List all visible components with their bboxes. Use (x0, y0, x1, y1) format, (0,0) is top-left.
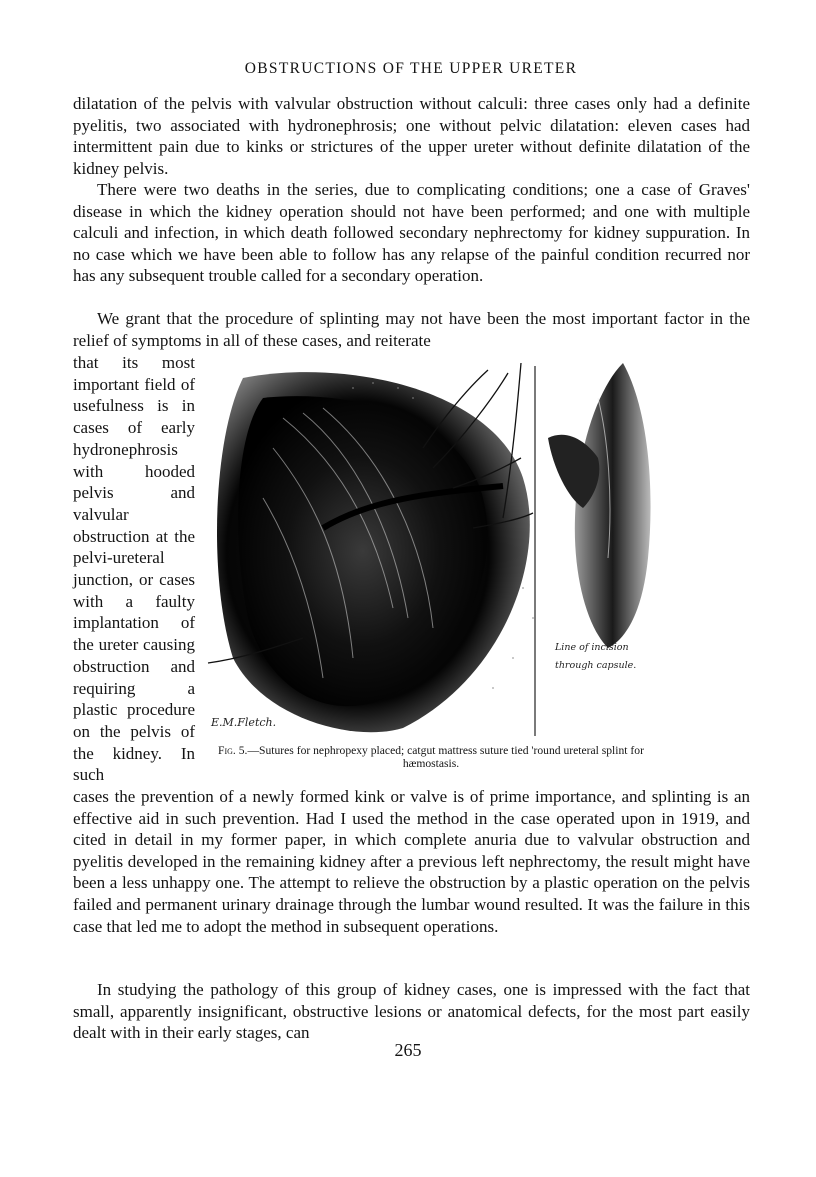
paragraph-2: There were two deaths in the series, due to complicating conditions; one a case of Graves' disease in which the kidney operation should not have been performed; and one with multiple calculi and infection, in which death followed secondary nephrectomy for kidney suppuration. In no case which we have been able to follow has any relapse of the painful condition recurred nor has any subsequent trouble called for a secondary operation. (73, 180, 750, 286)
paragraph-3: We grant that the procedure of splinting may not have been the most important factor in the relief of symptoms in all of these cases, and reiterate (73, 309, 750, 350)
figure-label: Fig. 5. (218, 744, 248, 757)
main-panel (208, 363, 534, 732)
paragraph-3-wrapped-column: that its most important field of usefulness is in cases of early hydronephrosis with hooded pelvis and valvular obstruction at the pelvi-ureteral junction, or cases with a faulty implantation of the ureter causing obstruction and requiring a plastic procedure on the pelvis of the kidney. In such (73, 353, 195, 785)
figure-5-illustration (203, 358, 659, 740)
annotation-incision: Line of incision (555, 642, 629, 653)
figure-caption-text: —Sutures for nephropexy placed; catgut mattress suture tied 'round ureteral splint for hæmostasis. (247, 744, 644, 770)
annotation-capsule: through capsule. (555, 660, 637, 671)
artist-signature: E.M.Fletch. (211, 716, 277, 729)
nephropexy-drawing (203, 358, 659, 740)
paragraph-4: cases the prevention of a newly formed kink or valve is of prime importance, and splinting is an effective aid in such prevention. Had I used the method in the case operated upon in 1919, and cited in detail in my former paper, in which complete anuria due to valvular obstruction and pyelitis developed in the remaining kidney after a previous left nephrectomy, the result might have been a less unhappy one. The attempt to relieve the obstruction by a plastic operation on the pelvis failed and permanent urinary drainage through the lumbar wound resulted. It was the failure in this case that led me to adopt the method in subsequent operations. (73, 787, 750, 936)
running-title: OBSTRUCTIONS OF THE UPPER URETER (244, 60, 578, 77)
page-number: 265 (394, 1040, 422, 1060)
paragraph-5: In studying the pathology of this group of kidney cases, one is impressed with the fact that small, apparently insignificant, obstructive lesions or anatomical defects, for the most part easily dealt with in their early stages, can (73, 980, 750, 1043)
paragraph-1: dilatation of the pelvis with valvular obstruction without calculi: three cases only had a definite pyelitis, two associated with hydronephrosis; one without pelvic dilatation: eleven cases had intermittent pain due to kinks or strictures of the upper ureter without definite dilatation of the kidney pelvis. (73, 94, 750, 178)
inset-panel (548, 363, 651, 671)
figure-caption (203, 744, 659, 770)
